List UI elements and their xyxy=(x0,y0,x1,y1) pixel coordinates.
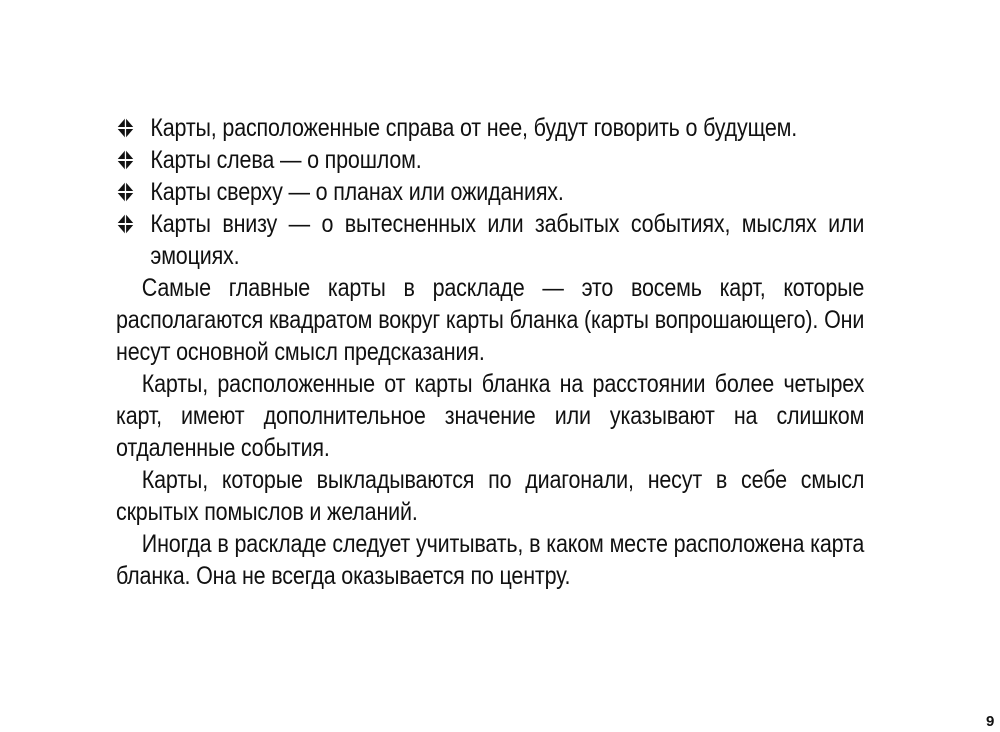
list-item xyxy=(116,176,864,208)
diamond-split-icon xyxy=(116,149,135,171)
list-item-text: Карты внизу — о вытесненных или забытых событиях, мыслях или эмоциях. xyxy=(150,210,865,270)
diamond-split-icon xyxy=(116,117,135,139)
page-body xyxy=(116,112,865,592)
diamond-split-icon xyxy=(116,213,135,235)
body-paragraph: Карты, которые выкладываются по диагонали, несут в себе смысл скрытых помыслов и желаний. xyxy=(116,466,865,526)
list-item xyxy=(116,144,864,176)
body-paragraph: Иногда в раскладе следует учитывать, в каком месте расположена карта бланка. Она не всегда оказывается по центру. xyxy=(116,530,865,590)
list-item-text: Карты слева — о прошлом. xyxy=(150,146,422,174)
list-item xyxy=(116,208,864,272)
bullet-list xyxy=(116,112,864,272)
body-paragraph: Карты, расположенные от карты бланка на расстоянии более четырех карт, имеют дополнительное значение или указывают на слишком отдаленные события. xyxy=(116,370,865,462)
list-item-text: Карты, расположенные справа от нее, будут говорить о будущем. xyxy=(150,114,798,142)
page-number: 9 xyxy=(986,713,995,730)
body-paragraph: Самые главные карты в раскладе — это восемь карт, которые располагаются квадратом вокруг карты бланка (карты вопрошающего). Они несут основной смысл предсказания. xyxy=(116,274,865,366)
diamond-split-icon xyxy=(116,181,135,203)
list-item-text: Карты сверху — о планах или ожиданиях. xyxy=(150,178,564,206)
list-item xyxy=(116,112,864,144)
